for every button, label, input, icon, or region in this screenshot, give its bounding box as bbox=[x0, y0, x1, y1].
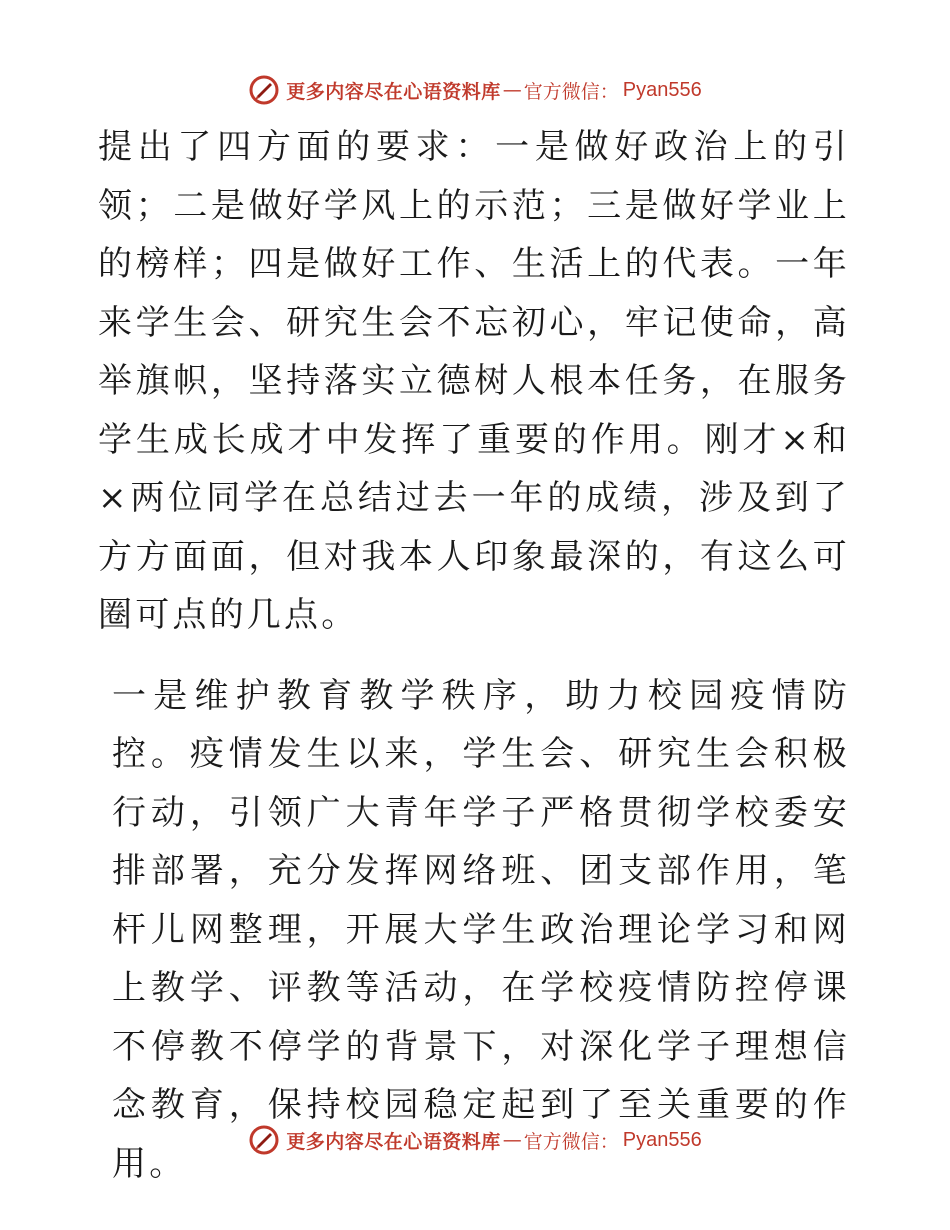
footer-wechat-label: 官方微信： bbox=[523, 1130, 619, 1153]
document-body bbox=[98, 118, 850, 1193]
header-wechat-label: 官方微信： bbox=[523, 80, 619, 103]
footer-wechat-id: Pyan556 bbox=[622, 1128, 702, 1151]
header-brand-text: 更多内容尽在心语资料库 bbox=[286, 80, 501, 103]
pen-swirl-logo-icon bbox=[248, 74, 280, 106]
footer-banner bbox=[0, 1120, 950, 1160]
paragraph-1: 提出了四方面的要求：一是做好政治上的引领；二是做好学风上的示范；三是做好学业上的榜样；四是做好工作、生活上的代表。一年来学生会、研究生会不忘初心，牢记使命，高举旗帜，坚持落实立德树人根本任务，在服务学生成长成才中发挥了重要的作用。刚才×和×两位同学在总结过去一年的成绩，涉及到了方方面面，但对我本人印象最深的，有这么可圈可点的几点。 bbox=[98, 127, 850, 635]
pen-swirl-logo-icon bbox=[248, 1124, 280, 1156]
header-banner bbox=[0, 70, 950, 110]
paragraph-2: 一是维护教育教学秩序，助力校园疫情防控。疫情发生以来，学生会、研究生会积极行动，引领广大青年学子严格贯彻学校委安排部署，充分发挥网络班、团支部作用，笔杆儿网整理，开展大学生政治理论学习和网上教学、评教等活动，在学校疫情防控停课不停教不停学的背景下，对深化学子理想信念教育，保持校园稳定起到了至关重要的作用。 bbox=[112, 675, 850, 1184]
header-separator: — bbox=[502, 79, 522, 101]
footer-separator: — bbox=[502, 1129, 522, 1151]
header-wechat-id: Pyan556 bbox=[622, 78, 702, 101]
footer-brand-text: 更多内容尽在心语资料库 bbox=[286, 1130, 501, 1153]
